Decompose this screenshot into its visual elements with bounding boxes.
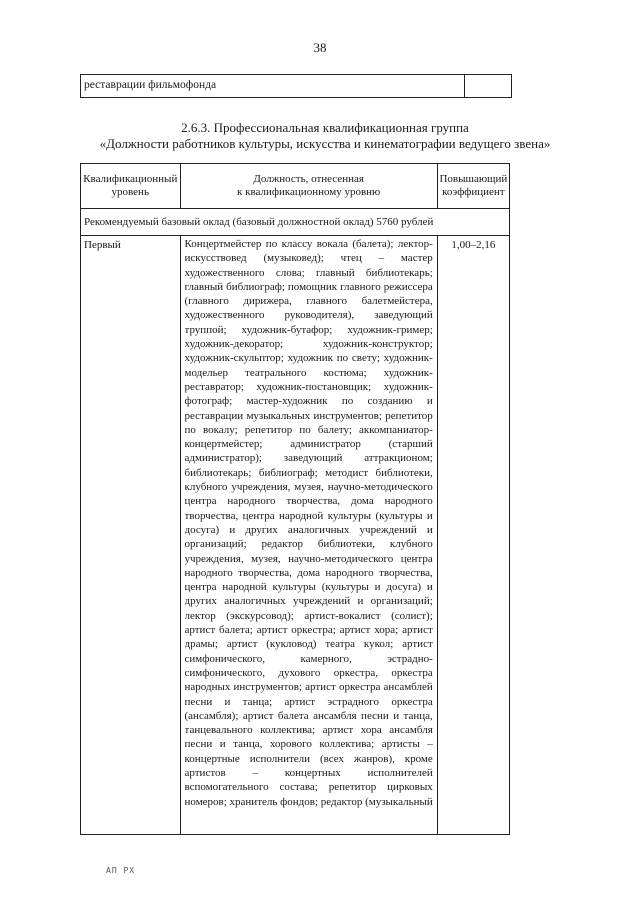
header-coefficient-line2: коэффициент (442, 186, 505, 198)
section-title-line1: 2.6.3. Профессиональная квалификационная группа (181, 120, 469, 135)
position-line: модельер театрального костюма; художник- (184, 366, 433, 379)
coefficient-cell: 1,00–2,16 (437, 236, 509, 835)
header-level-line1: Квалификационный (83, 173, 178, 185)
section-title (80, 120, 570, 152)
position-line: клубного учреждения, музея, научно-методического (184, 481, 433, 494)
position-line: драмы; артист (кукловод) театра кукол; артист (184, 638, 433, 651)
position-line: (ансамбля); артист балета ансамбля песни и танца, (184, 709, 433, 722)
position-line: реставратор; художник-постановщик; художник- (184, 380, 433, 393)
header-coefficient (437, 164, 509, 209)
base-salary-row (81, 209, 510, 236)
position-line: (главного дирижера, главного балетмейстера, (184, 295, 433, 308)
base-salary: Рекомендуемый базовый оклад (базовый должностной оклад) 5760 рублей (81, 209, 510, 236)
table-header-row (81, 164, 510, 209)
position-line: труппой; художник-бутафор; художник-гример; (184, 323, 433, 336)
header-position-line1: Должность, отнесенная (253, 173, 364, 185)
position-line: досуга) и других аналогичных учреждений и (184, 523, 433, 536)
position-line: библиотекарь; библиограф; методист библиотеки, (184, 466, 433, 479)
position-line: реставрации музыкальных инструментов; репетитор (184, 409, 433, 422)
position-line: центра народного творчества, дома народного (184, 495, 433, 508)
page-number: 38 (313, 40, 327, 55)
position-line: художник-скульптор; художник по свету; художник- (184, 352, 433, 365)
position-line: художник-декоратор; художник-конструктор; (184, 338, 433, 351)
position-line: творчества, центра народной культуры (культуры и (184, 509, 433, 522)
header-position-line2: к квалификационному уровню (237, 186, 381, 198)
section-title-line2: «Должности работников культуры, искусства и кинематографии ведущего звена» (99, 136, 551, 151)
position-line: по вокалу; репетитор по балету; аккомпаниатор- (184, 423, 433, 436)
position-line: художественного руководителя), заведующий (184, 309, 433, 322)
position-line: администратор); заведующий аттракционом; (184, 452, 433, 465)
position-line: народного творчества, дома народного творчества, (184, 566, 433, 579)
header-position (180, 164, 437, 209)
continuation-empty-cell (465, 75, 511, 97)
position-line: других аналогичных учреждений и организаций; (184, 595, 433, 608)
position-line: лектор (экскурсовод); артист-вокалист (солист); (184, 609, 433, 622)
position-line: народных инструментов; артист оркестра ансамблей (184, 681, 433, 694)
position-line: искусствовед (музыковед); чтец – мастер (184, 252, 433, 265)
position-line: концертмейстер; администратор (старший (184, 438, 433, 451)
footer-code: АП РХ (106, 866, 136, 875)
position-line: художественного слова; главный библиотекарь; (184, 266, 433, 279)
header-coefficient-line1: Повышающий (439, 173, 508, 185)
position-line: танцевального коллектива; артист хора ансамбля (184, 724, 433, 737)
position-line: организаций; редактор библиотеки, клубного (184, 538, 433, 551)
position-line: учреждения, музея, научно-методического центра (184, 552, 433, 565)
position-line: вспомогательного состава; репетитор цирковых (184, 781, 433, 794)
level-cell: Первый (81, 236, 181, 835)
positions-cell (180, 236, 437, 835)
qualification-table (80, 163, 510, 835)
position-line: Концертмейстер по классу вокала (балета); лектор- (184, 238, 433, 250)
position-line: артистов – концертных исполнителей (184, 766, 433, 779)
position-line: центра народной культуры (культуры и досуга) и (184, 581, 433, 594)
continuation-table (80, 74, 512, 98)
position-line: номеров; хранитель фондов; редактор (музыкальный (184, 795, 433, 808)
position-line: концертные исполнители (всех жанров), кроме (184, 752, 433, 765)
header-level (81, 164, 181, 209)
position-line: фотограф; мастер-художник по созданию и (184, 395, 433, 408)
position-line: песни и танца; артист эстрадного оркестра (184, 695, 433, 708)
header-level-line2: уровень (111, 186, 149, 198)
position-line: артист балета; артист оркестра; артист хора; артист (184, 624, 433, 637)
position-line: песни и танца, хорового коллектива; артисты – (184, 738, 433, 751)
position-line: главный библиограф; помощник главного режиссера (184, 280, 433, 293)
position-line: симфонического, камерного, эстрадно- (184, 652, 433, 665)
continuation-cell: реставрации фильмофонда (81, 75, 465, 97)
table-row (81, 236, 510, 835)
position-line: симфонического, духового оркестра, оркестра (184, 666, 433, 679)
